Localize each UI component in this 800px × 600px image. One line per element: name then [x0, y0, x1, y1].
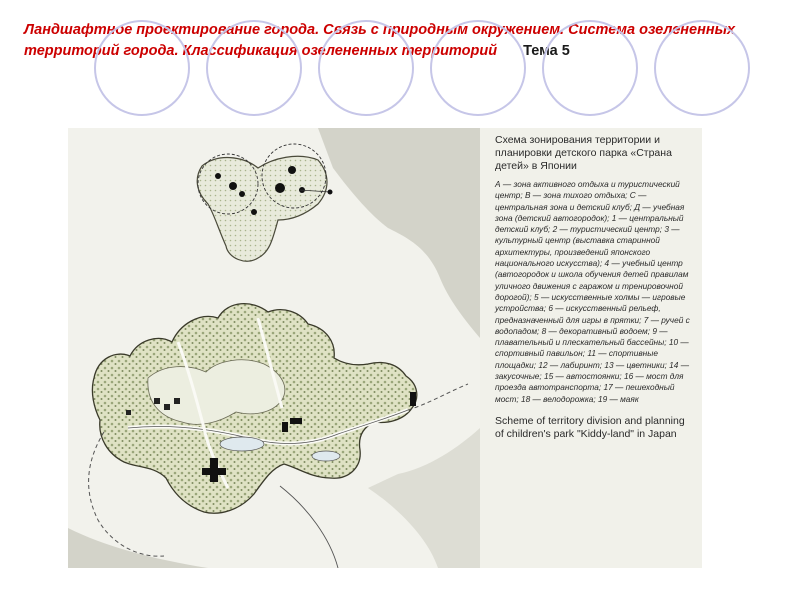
- decorative-circle: [542, 20, 638, 116]
- caption-legend: А — зона активного отдыха и туристический центр; В — зона тихого отдыха; С — центральная зона и детский клуб; Д — учебная зона (детский автогородок); 1 — центральный детский клуб; 2 — туристический центр; 3 — культурный центр (выставка старинной архитектуры, произведений японского национального искусства); 4 — учебный центр (автогородок и школа обучения детей правилам уличного движения с гаражом и тренировочной дорогой); 5 — искусственные холмы — игровые устройства; 6 — искусственный рельеф, предназначенный для игры в прятки; 7 — ручей с водопадом; 8 — декоративный водоем; 9 — плавательный и плескательный бассейны; 10 — спортивный павильон; 11 — спортивные площадки; 12 — лабиринт; 13 — цветники; 14 — закусочные; 15 — автостоянки; 16 — мост для проезда автотранспорта; 17 — пешеходный мост; 18 — велодорожка; 19 — маяк: [495, 179, 690, 404]
- decorative-circle: [206, 20, 302, 116]
- decorative-circle: [654, 20, 750, 116]
- caption-english: Scheme of territory division and planning of children's park "Kiddy-land" in Japan: [495, 414, 685, 440]
- decorative-circle: [430, 20, 526, 116]
- slide-topic: Тема 5: [523, 43, 570, 59]
- decorative-circle: [94, 20, 190, 116]
- park-map-drawing: [68, 128, 480, 568]
- park-map: [68, 128, 480, 568]
- park-zoning-figure: [68, 128, 702, 568]
- caption-title: Схема зонирования территории и планировки детского парка «Страна детей» в Японии: [495, 134, 672, 172]
- figure-caption: [495, 134, 695, 441]
- slide-title-text: Ландшафтное проектирование города. Связь с природным окружением. Система озелененных территорий города. Классификация озелененных территорий: [24, 22, 736, 59]
- decorative-circle: [318, 20, 414, 116]
